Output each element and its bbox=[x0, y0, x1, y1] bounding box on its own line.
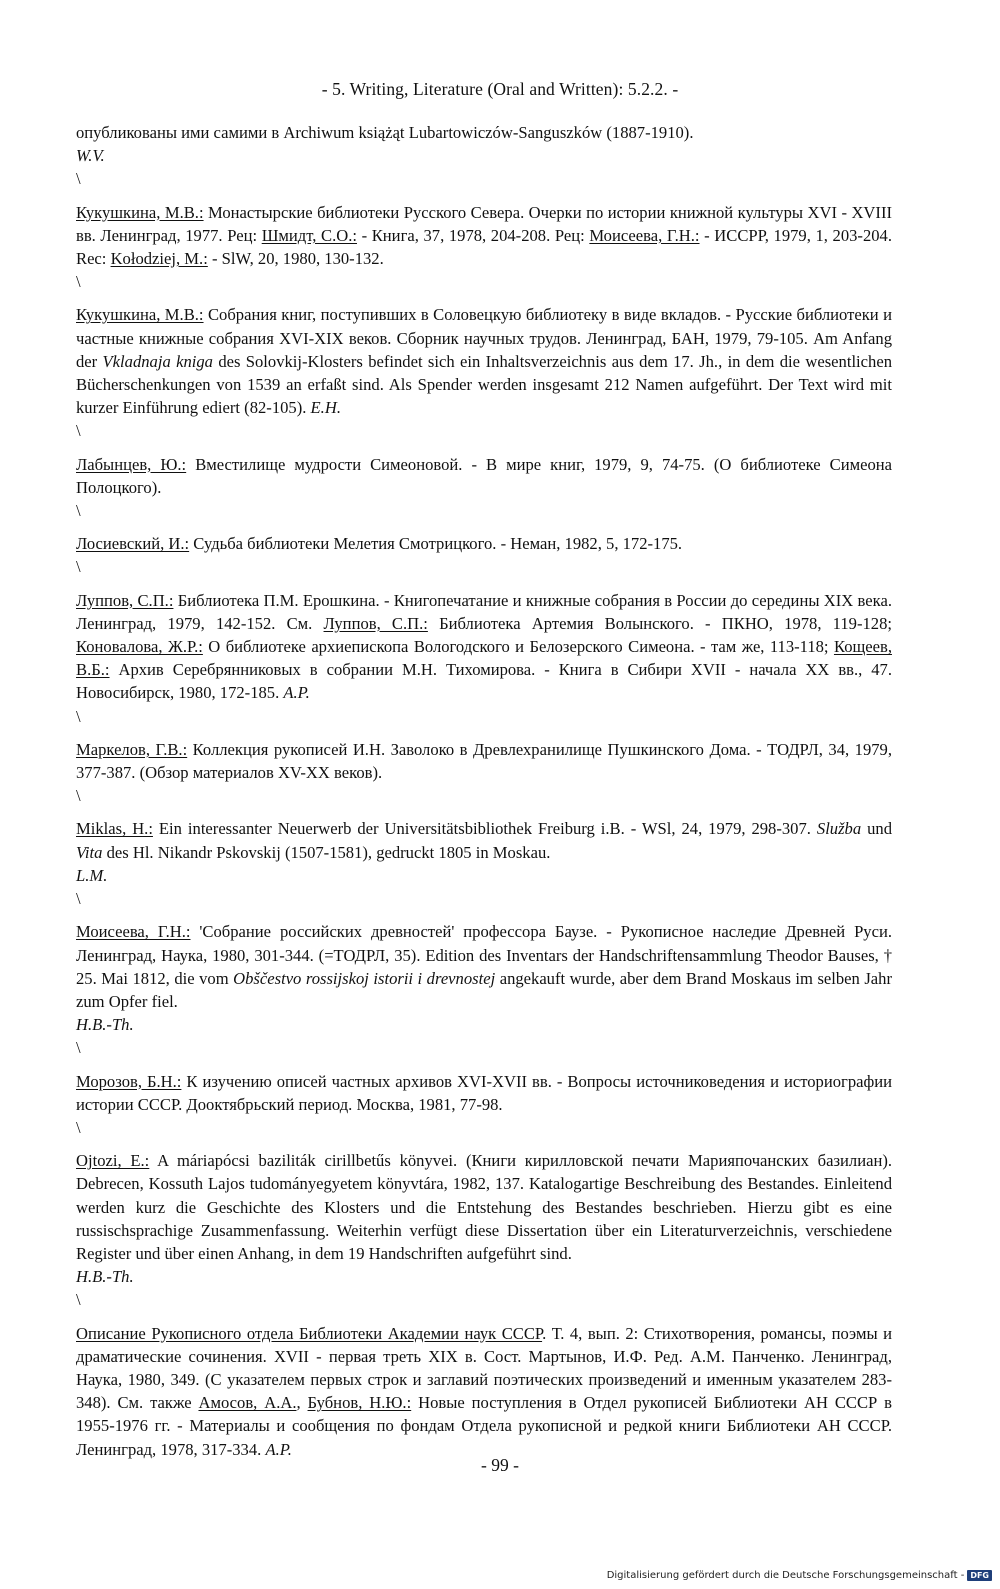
entry-separator: \ bbox=[76, 501, 81, 521]
author-name: Лабынцев, Ю.: bbox=[76, 454, 187, 474]
italic-text: E.H. bbox=[310, 398, 341, 418]
bibliography-entry bbox=[76, 1149, 892, 1288]
entry-text: Собрания книг, поступивших в Соловецкую библиотеку в виде вкладов. - Русские библиотеки и частные книжные собрания XVI-XIX веков. Сборник научных трудов. Ленинград, БАН, 1979, 79-105. Am Anfang der bbox=[76, 305, 893, 371]
bibliography-entry bbox=[76, 201, 892, 271]
bibliography-entry bbox=[76, 738, 892, 784]
entry-text: - ИССРР, 1979, 1, 203-204. Rec: bbox=[76, 225, 892, 269]
italic-text: A.P. bbox=[283, 683, 310, 703]
bibliography-entry bbox=[76, 303, 892, 419]
bibliography-entry bbox=[76, 817, 892, 887]
entry-text: Ein interessanter Neuerwerb der Universitätsbibliothek Freiburg i.B. - WSl, 24, 1979, 298-307. bbox=[152, 819, 817, 839]
author-name: Кукушкина, М.В.: bbox=[76, 305, 204, 325]
entry-text: Монастырские библиотеки Русского Севера. Очерки по истории книжной культуры XVI - XVIII вв. Ленинград, 1977. Рец: bbox=[76, 202, 892, 245]
author-name: Амосов, А.А. bbox=[198, 1393, 297, 1413]
entry-text: des Hl. Nikandr Pskovskij (1507-1581), gedruckt 1805 in Moskau. bbox=[102, 842, 551, 862]
italic-text: Vkladnaja kniga bbox=[102, 351, 213, 371]
entry-separator: \ bbox=[76, 1290, 81, 1310]
dfg-logo-icon: DFG bbox=[967, 1570, 992, 1581]
credit-text: Digitalisierung gefördert durch die Deutsche Forschungsgemeinschaft - bbox=[606, 1570, 965, 1581]
author-name: Кощеев, В.Б.: bbox=[76, 637, 892, 680]
entry-separator: \ bbox=[76, 1038, 81, 1058]
entry-text: und bbox=[861, 819, 893, 839]
author-name: Морозов, Б.Н.: bbox=[76, 1071, 182, 1091]
entry-text: О библиотеке архиепископа Вологодского и Белозерского Симеона. - там же, 113-118; bbox=[202, 637, 834, 657]
entry-text: К изучению описей частных архивов XVI-XVII вв. - Вопросы источниковедения и историографии истории СССР. Доoктябрьский период. Москва, 1981, 77-98. bbox=[76, 1071, 892, 1114]
author-name: Моисеева, Г.Н.: bbox=[76, 922, 191, 942]
entry-text: опубликованы ими самими в Archiwum książąt Lubartowiczów-Sanguszków (1887-1910). bbox=[76, 123, 694, 142]
author-name: Луппов, С.П.: bbox=[76, 590, 174, 610]
entry-text: Архив Серебрянниковых в собрании М.Н. Тихомирова. - Книга в Сибири XVII - начала XX вв., 47. Новосибирск, 1980, 172-185. bbox=[76, 660, 892, 703]
entry-text: - SlW, 20, 1980, 130-132. bbox=[207, 249, 384, 269]
entry-text: . Т. 4, вып. 2: Стихотворения, романсы, поэмы и драматические сочинения. XVII - первая треть XIX в. Сост. Мартынов, И.Ф. Ред. А.М. Панченко. Ленинград, Наука, 1980, 349. (С указателем первых строк и заглавий поэтических произведений и именным указателем 283-348). См. также bbox=[76, 1323, 892, 1413]
author-name: Маркелов, Г.В.: bbox=[76, 739, 188, 759]
entry-text: 'Собрание российских древностей' профессора Баузе. - Рукописное наследие Древней Руси. Ленинград, Наука, 1980, 301-344. (=ТОДРЛ, 35). Edition des Inventars der Handschriftensammlung Theodor Bauses, † 25. Mai 1812, die vom bbox=[76, 922, 892, 988]
author-name: Лосиевский, И.: bbox=[76, 534, 190, 554]
italic-text: H.B.-Th. bbox=[76, 1267, 134, 1287]
bibliography-entry bbox=[76, 920, 892, 1036]
bibliography-list bbox=[76, 121, 892, 1461]
page-number: - 99 - bbox=[481, 1455, 519, 1475]
entry-text: - Книга, 37, 1978, 204-208. Рец: bbox=[356, 225, 590, 245]
author-name: Miklas, H.: bbox=[76, 819, 153, 839]
entry-text: Судьба библиотеки Мелетия Смотрицкого. - Неман, 1982, 5, 172-175. bbox=[189, 534, 683, 554]
bibliography-entry bbox=[76, 589, 892, 705]
italic-text: L.M. bbox=[76, 865, 108, 885]
italic-text: W.V. bbox=[76, 146, 105, 166]
author-name: Ojtozi, E.: bbox=[76, 1151, 150, 1171]
entry-text: A máriapócsi baziliták cirillbetűs könyvei. (Книги кирилловской печати Марияпочанских базилиан). Debrecen, Kossuth Lajos tudományegyetem könyvtára, 1982, 137. Katalogartige Beschreibung des Bestandes. Einleitend werden kurz die Geschichte des Klosters und die Entstehung des Bestandes beschrieben. Hierzu gibt es eine russischsprachige Zusammenfassung. Weiterhin verfügt diese Dissertation über ein Literaturverzeichnis, verschiedene Register und über einen Anhang, in dem 19 Handschriften aufgeführt sind. bbox=[76, 1151, 892, 1263]
entry-separator: \ bbox=[76, 169, 81, 189]
bibliography-entry bbox=[76, 1322, 892, 1461]
entry-separator: \ bbox=[76, 706, 81, 726]
author-name: Луппов, С.П.: bbox=[323, 613, 428, 633]
author-name: Коновалова, Ж.Р.: bbox=[76, 637, 203, 657]
entry-separator: \ bbox=[76, 557, 81, 577]
author-name: Шмидт, С.О.: bbox=[261, 225, 357, 245]
entry-text: Новые поступления в Отдел рукописей Библиотеки АН СССР в 1955-1976 гг. - Материалы и сообщения по фондам Отдела рукописной и редкой книги Библиотеки АН СССР. Ленинград, 1978, 317-334. bbox=[76, 1393, 892, 1459]
bibliography-entry bbox=[76, 121, 892, 167]
bibliography-entry bbox=[76, 532, 892, 555]
entry-separator: \ bbox=[76, 786, 81, 806]
entry-text: des Solovkij-Klosters befindet sich ein Inhaltsverzeichnis aus dem 17. Jh., in dem die wesentlichen Bücherschenkungen von 1539 an erfaßt sind. Als Spender werden insgesamt 212 Namen aufgeführt. Der Text wird mit kurzer Einführung ediert (82-105). bbox=[76, 351, 892, 418]
entry-text: Библиотека Артемия Волынского. - ПКНО, 1978, 119-128; bbox=[427, 613, 892, 633]
entry-separator: \ bbox=[76, 1117, 81, 1137]
author-name: Моисеева, Г.Н.: bbox=[589, 225, 700, 245]
bibliography-entry bbox=[76, 1070, 892, 1116]
bibliography-entry bbox=[76, 453, 892, 499]
author-name: Бубнов, Н.Ю.: bbox=[307, 1393, 412, 1413]
author-name: Kołodziej, M.: bbox=[110, 249, 208, 269]
author-name: Кукушкина, М.В.: bbox=[76, 202, 204, 222]
digitization-credit bbox=[607, 1570, 992, 1581]
italic-text: A.P. bbox=[265, 1439, 292, 1459]
entry-text: angekauft wurde, aber dem Brand Moskaus im selben Jahr zum Opfer fiel. bbox=[76, 968, 892, 1011]
entry-text: Вместилище мудрости Симеоновой. - В мире книг, 1979, 9, 74-75. (О библиотеке Симеона Полоцкого). bbox=[76, 454, 892, 497]
entry-separator: \ bbox=[76, 272, 81, 292]
italic-text: Služba bbox=[816, 819, 862, 839]
entry-separator: \ bbox=[76, 889, 81, 909]
entry-text: Библиотека П.М. Ерошкина. - Книгопечатание и книжные собрания в России до середины XIX века. Ленинград, 1979, 142-152. См. bbox=[76, 590, 892, 633]
author-name: Описание Рукописного отдела Библиотеки Академии наук СССР bbox=[76, 1323, 543, 1343]
entry-text: Коллекция рукописей И.Н. Заволоко в Древлехранилище Пушкинского Дома. - ТОДРЛ, 34, 1979, 377-387. (Обзор материалов XV-XX веков). bbox=[76, 739, 892, 783]
italic-text: Vita bbox=[76, 842, 103, 862]
entry-separator: \ bbox=[76, 421, 81, 441]
running-head: - 5. Writing, Literature (Oral and Written): 5.2.2. - bbox=[321, 79, 679, 99]
italic-text: H.B.-Th. bbox=[76, 1015, 134, 1035]
entry-text: , bbox=[296, 1393, 308, 1413]
italic-text: Obščestvo rossijskoj istorii i drevnostej bbox=[233, 968, 496, 988]
